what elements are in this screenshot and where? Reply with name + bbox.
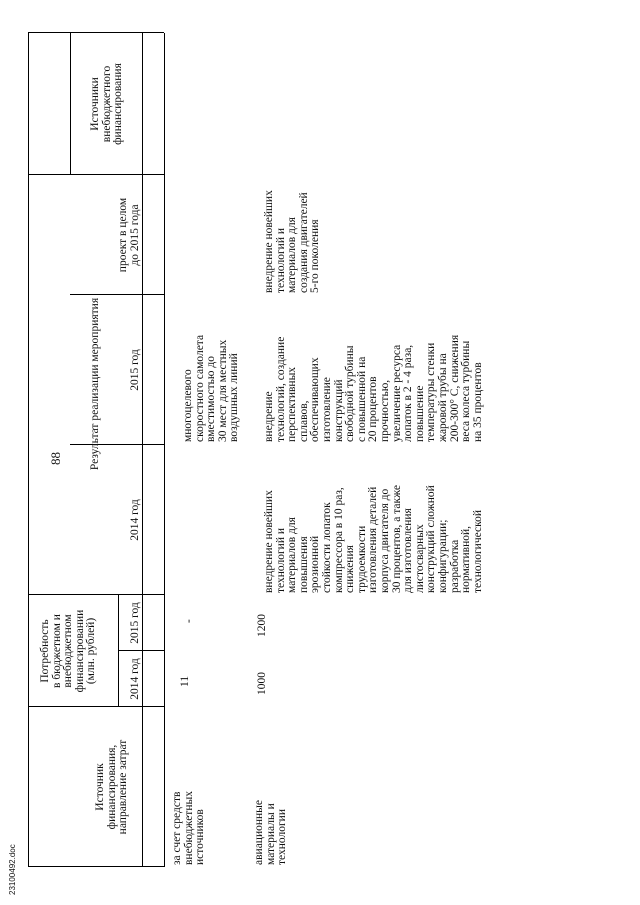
row2-result-2014: внедрение новейших технологий и материалов для повышения эрозионной стойкости лопаток компрессора в 10 раз, снижения трудоемкости изготовления деталей корпуса двигателя до 30 процентов, а также для изготовления листосварных конструкций сложной конфигурации; разработка нормативной, технологической bbox=[263, 485, 484, 593]
table-line bbox=[28, 32, 164, 33]
row1-need-2014: 11 bbox=[179, 675, 191, 687]
row1-result-2015: многоцелевого скоростного самолета вместимостью до 30 мест для местных воздушных линий bbox=[182, 334, 241, 442]
table-line bbox=[28, 33, 29, 867]
table-line bbox=[70, 444, 164, 445]
table-line bbox=[164, 33, 165, 867]
table-line bbox=[70, 33, 71, 175]
row1-need-2015: - bbox=[183, 619, 195, 623]
row2-result-2015: внедрение технологий, создание перспективных сплавов, обеспечивающих изготовление конструкций свободной турбины с повышенной на 20 процентов прочностью, увеличение ресурса лопаток в 2 - 4 раза, повышение температуры стенки жаровой трубы на 200-300° С, снижения веса колеса турбины на 35 процентов bbox=[263, 334, 484, 442]
row2-need-2015: 1200 bbox=[256, 614, 268, 637]
header-result: Результат реализации мероприятия bbox=[89, 297, 101, 471]
header-result-2014: 2014 год bbox=[129, 499, 141, 541]
header-extra-sources: Источники внебюджетного финансирования bbox=[89, 63, 125, 145]
table-line bbox=[118, 595, 119, 707]
table-line bbox=[28, 594, 164, 595]
table-line bbox=[142, 33, 143, 867]
header-source: Источник финансирования, направление затрат bbox=[94, 739, 130, 835]
header-need: Потребность в бюджетном и внебюджетном финансировании (млн. рублей) bbox=[39, 609, 98, 693]
table-line bbox=[70, 294, 164, 295]
file-tag: 23100492.doc bbox=[8, 844, 17, 895]
header-need-2014: 2014 год bbox=[129, 658, 141, 700]
row2-result-total: внедрение новейших технологий и материалов для создания двигателей 5-го поколения bbox=[263, 190, 322, 293]
table-line bbox=[28, 866, 164, 867]
header-result-total: проект в целом до 2015 года bbox=[117, 197, 141, 273]
row1-source: за счет средств внебюджетных источников bbox=[171, 791, 207, 865]
row2-need-2014: 1000 bbox=[256, 672, 268, 695]
table-line bbox=[28, 706, 164, 707]
header-need-2015: 2015 год bbox=[129, 602, 141, 644]
row2-source: авиационные материалы и технологии bbox=[253, 800, 289, 865]
page-number: 88 bbox=[48, 452, 63, 465]
header-result-2015: 2015 год bbox=[129, 349, 141, 391]
table-line bbox=[118, 650, 164, 651]
